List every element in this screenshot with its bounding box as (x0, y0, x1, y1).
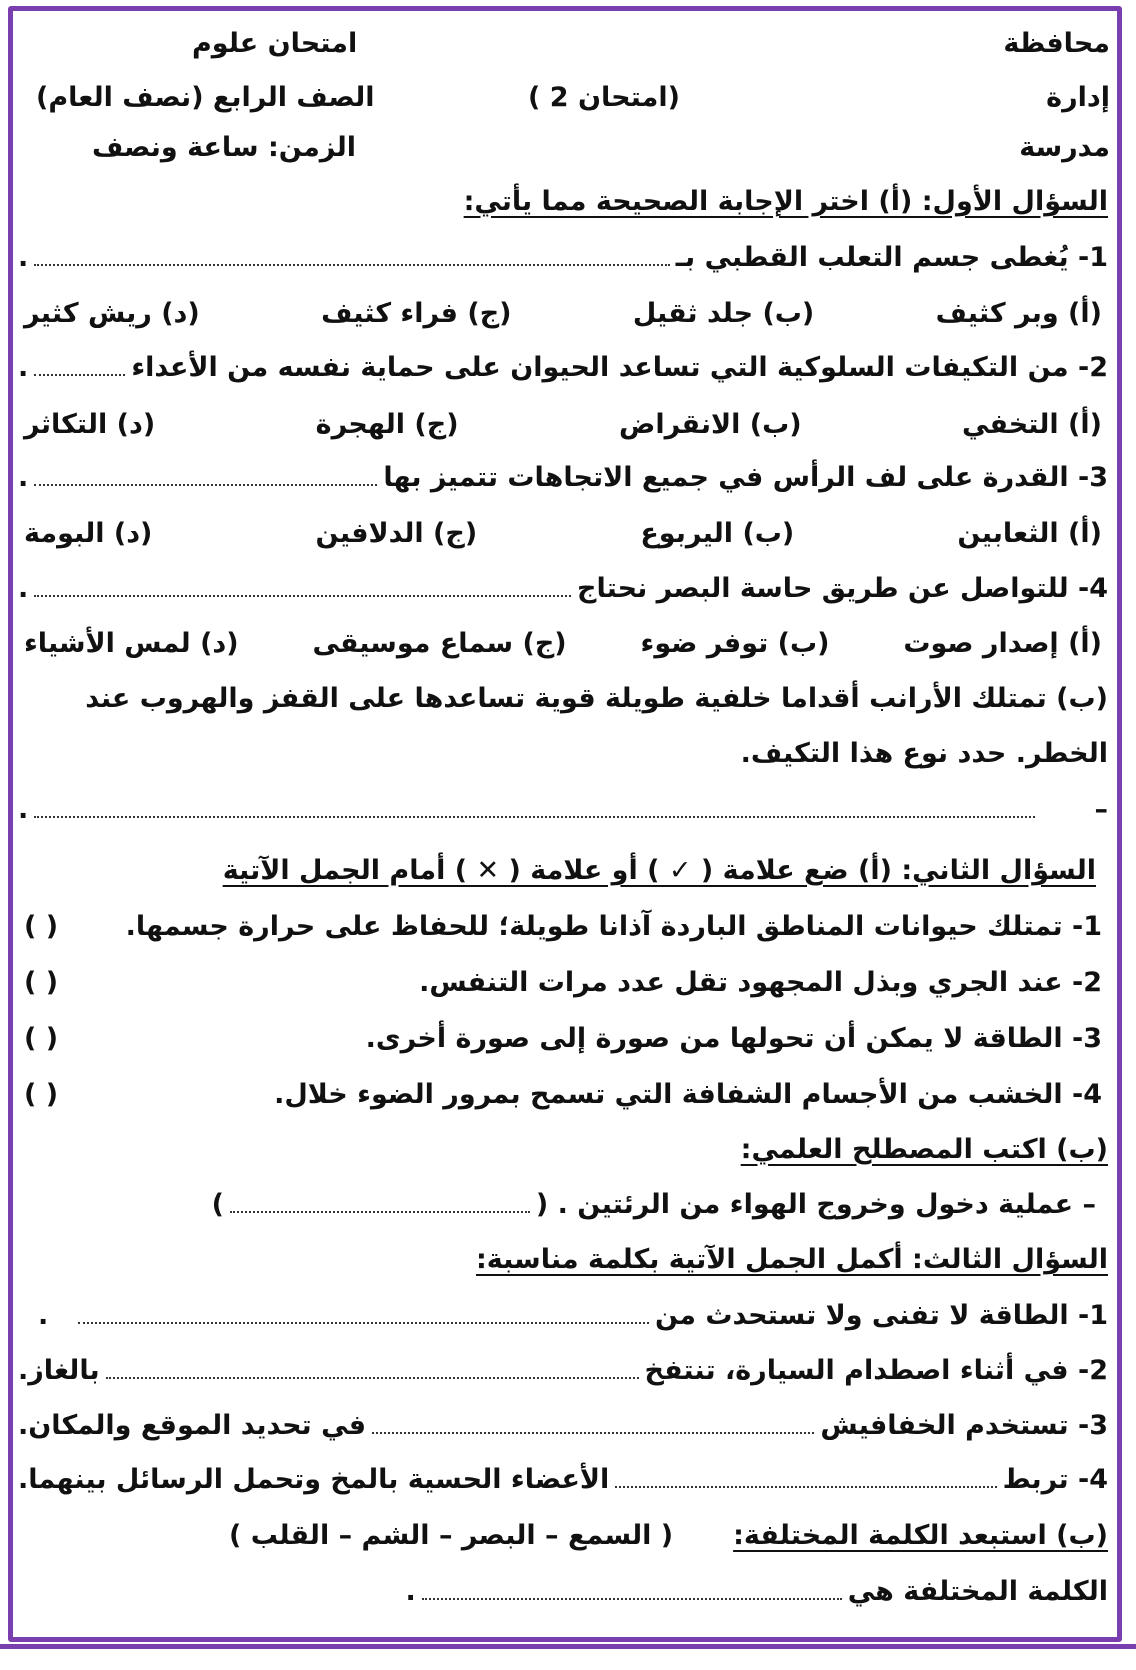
q1-item-3: 3- القدرة على لف الرأس في جميع الاتجاهات تتميز بها (383, 462, 1108, 493)
paren: ) (211, 1189, 224, 1220)
q3-item-3-after: في تحديد الموقع والمكان. (18, 1410, 367, 1441)
option[interactable]: (ج) فراء كثيف (321, 298, 512, 329)
answer-blank[interactable] (422, 1584, 842, 1600)
q1-options-4 (18, 619, 1108, 669)
q3-item-4-after: الأعضاء الحسية بالمخ وتحمل الرسائل بينهما. (18, 1464, 610, 1495)
q2-item-2: 2- عند الجري وبذل المجهود تقل عدد مرات التنفس. (419, 967, 1102, 998)
answer-blank (34, 470, 377, 486)
administration-label: إدارة (1046, 82, 1110, 113)
q3-item-2-after: بالغاز. (18, 1355, 100, 1386)
q2-item-4: 4- الخشب من الأجسام الشفافة التي تسمح بمرور الضوء خلال. (274, 1079, 1102, 1110)
answer-box[interactable]: ( ) (24, 911, 59, 942)
q3-title: السؤال الثالث: أكمل الجمل الآتية بكلمة مناسبة: (475, 1244, 1108, 1275)
governorate-label: محافظة (1003, 28, 1110, 59)
option[interactable]: (ب) الانقراض (619, 409, 802, 440)
answer-blank (34, 360, 125, 376)
page-bottom-edge (0, 1644, 1136, 1670)
q1-options-1 (18, 289, 1108, 339)
answer-blank (34, 250, 670, 266)
option[interactable]: (د) ريش كثير (24, 298, 200, 329)
option[interactable]: (أ) الثعابين (957, 518, 1102, 549)
answer-blank[interactable] (34, 802, 1034, 818)
q3-item-1-after: . (38, 1300, 49, 1331)
answer-blank[interactable] (230, 1197, 530, 1213)
q1-item-1: 1- يُغطى جسم التعلب القطبي بـ (675, 242, 1108, 273)
option[interactable]: (ب) توفر ضوء (640, 628, 830, 659)
exam-title: امتحان علوم (192, 28, 358, 59)
answer-blank (34, 581, 571, 597)
q3-item-3: 3- تستخدم الخفافيش (820, 1410, 1108, 1441)
q3-item-4: 4- تربط (1002, 1464, 1108, 1495)
option[interactable]: (أ) التخفي (962, 409, 1102, 440)
option[interactable]: (أ) وبر كثيف (935, 298, 1102, 329)
q1-item-2: 2- من التكيفات السلوكية التي تساعد الحيوان على حماية نفسه من الأعداء (131, 352, 1108, 383)
answer-blank[interactable] (78, 1308, 649, 1324)
q1-item-4: 4- للتواصل عن طريق حاسة البصر نحتاج (577, 573, 1108, 604)
q2-title: السؤال الثاني: (أ) ضع علامة ( ✓ ) أو علامة ( ✕ ) أمام الجمل الآتية (222, 855, 1096, 886)
q3-part-b-title: (ب) استبعد الكلمة المختلفة: (733, 1520, 1108, 1551)
q2-part-b-title: (ب) اكتب المصطلح العلمي: (740, 1134, 1108, 1165)
option[interactable]: (د) لمس الأشياء (24, 628, 239, 659)
q1-part-b-line1: (ب) تمتلك الأرانب أقداما خلفية طويلة قوية تساعدها على القفز والهروب عند (85, 683, 1108, 714)
school-label: مدرسة (1019, 132, 1110, 163)
q3-item-2: 2- في أثناء اصطدام السيارة، تنتفخ (644, 1355, 1108, 1386)
option[interactable]: (ج) الدلافين (315, 518, 478, 549)
answer-box[interactable]: ( ) (24, 1023, 59, 1054)
q2-item-1: 1- تمتلك حيوانات المناطق الباردة آذانا طويلة؛ للحفاظ على حرارة جسمها. (125, 911, 1102, 942)
q1-options-3 (18, 509, 1108, 559)
answer-dash: – (1094, 794, 1108, 825)
answer-blank[interactable] (615, 1472, 996, 1488)
q2-item-3: 3- الطاقة لا يمكن أن تحولها من صورة إلى صورة أخرى. (365, 1023, 1102, 1054)
option[interactable]: (د) البومة (24, 518, 153, 549)
q1-title: السؤال الأول: (أ) اختر الإجابة الصحيحة مما يأتي: (463, 186, 1108, 217)
grade-label: الصف الرابع (نصف العام) (36, 82, 375, 113)
q3-part-b-answer: الكلمة المختلفة هي (847, 1576, 1108, 1607)
answer-blank[interactable] (106, 1363, 639, 1379)
q1-options-2 (18, 400, 1108, 450)
option[interactable]: (ب) اليربوع (640, 518, 795, 549)
option[interactable]: (ج) سماع موسيقى (312, 628, 567, 659)
answer-box[interactable]: ( ) (24, 1079, 59, 1110)
time-label: الزمن: ساعة ونصف (92, 132, 356, 163)
option[interactable]: (أ) إصدار صوت (903, 628, 1102, 659)
exam-number: (امتحان 2 ) (528, 82, 680, 113)
option[interactable]: (ب) جلد ثقيل (632, 298, 815, 329)
answer-box[interactable]: ( ) (24, 967, 59, 998)
q1-part-b-line2: الخطر. حدد نوع هذا التكيف. (740, 738, 1108, 769)
q3-word-list: ( السمع – البصر – الشم – القلب ) (229, 1520, 674, 1551)
q2-part-b-item: – عملية دخول وخروج الهواء من الرئتين . ( (535, 1189, 1096, 1220)
period: . (405, 1576, 416, 1607)
answer-blank[interactable] (372, 1418, 814, 1434)
option[interactable]: (د) التكاثر (24, 409, 156, 440)
q3-item-1: 1- الطاقة لا تفنى ولا تستحدث من (654, 1300, 1108, 1331)
option[interactable]: (ج) الهجرة (315, 409, 459, 440)
